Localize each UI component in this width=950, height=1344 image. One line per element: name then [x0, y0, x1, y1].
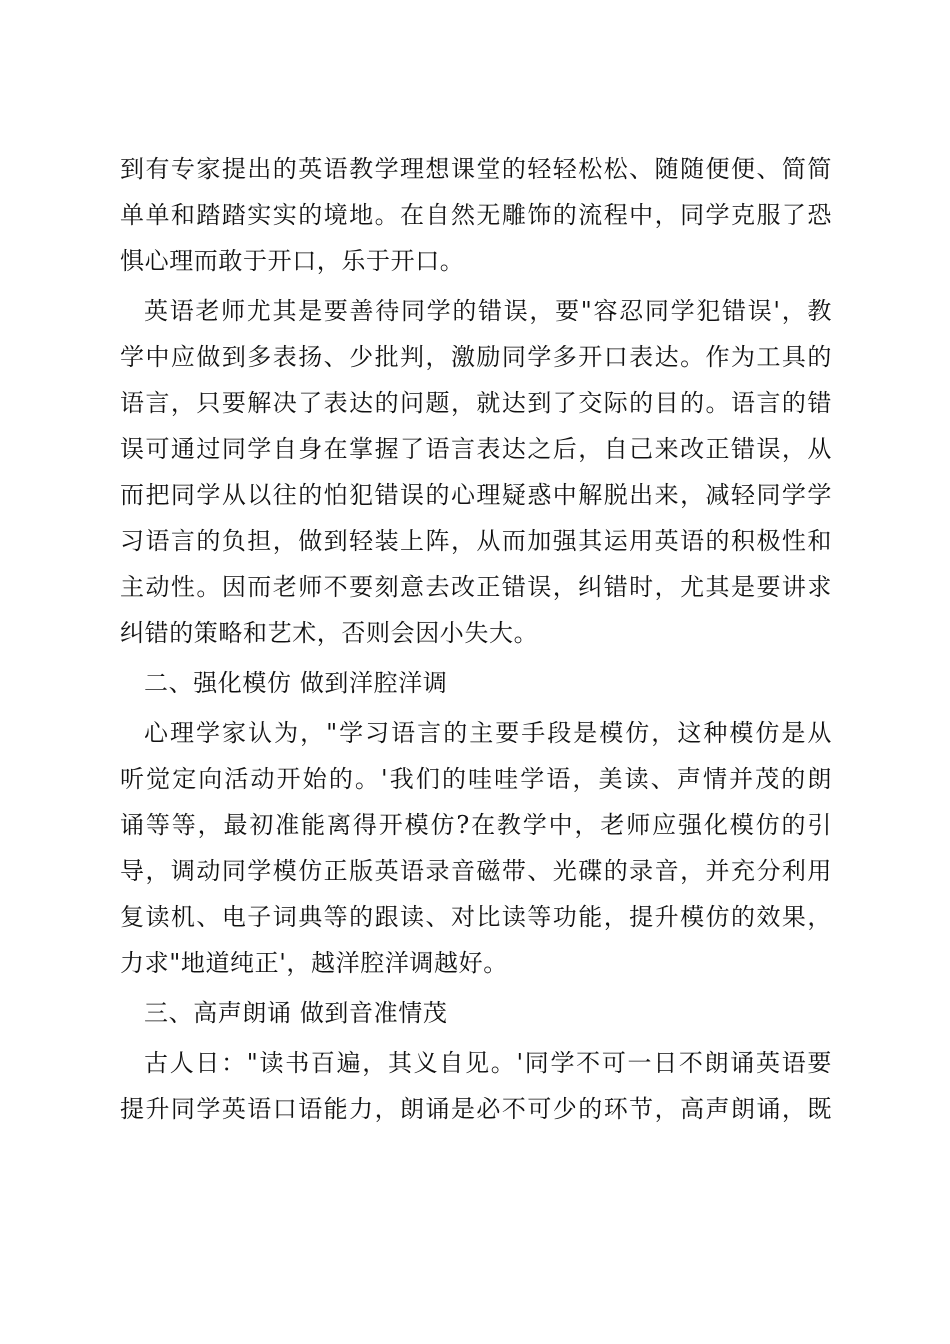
document-body [120, 146, 832, 1132]
text-line: 提升同学英语口语能力，朗诵是必不可少的环节，高声朗诵，既 [120, 1095, 832, 1123]
text-line: 力求"地道纯正'，越洋腔洋调越好。 [120, 949, 508, 977]
text-line: 主动性。因而老师不要刻意去改正错误，纠错时，尤其是要讲求 [120, 573, 832, 601]
text-line: 习语言的负担，做到轻装上阵，从而加强其运用英语的积极性和 [120, 527, 832, 555]
section-heading: 三、高声朗诵 做到音准情茂 [144, 999, 448, 1027]
text-line: 语言，只要解决了表达的问题，就达到了交际的目的。语言的错 [120, 389, 832, 417]
text-line: 惧心理而敢于开口，乐于开口。 [120, 247, 465, 275]
text-line: 心理学家认为，"学习语言的主要手段是模仿，这种模仿是从 [144, 719, 832, 747]
text-line: 误可通过同学自身在掌握了语言表达之后，自己来改正错误，从 [120, 435, 832, 463]
text-line: 到有专家提出的英语教学理想课堂的轻轻松松、随随便便、简简 [120, 155, 832, 183]
text-line: 而把同学从以往的怕犯错误的心理疑惑中解脱出来，减轻同学学 [120, 481, 832, 509]
text-line: 英语老师尤其是要善待同学的错误，要"容忍同学犯错误'，教 [144, 297, 832, 325]
text-line: 单单和踏踏实实的境地。在自然无雕饰的流程中，同学克服了恐 [120, 201, 832, 229]
text-line: 古人日："读书百遍，其义自见。'同学不可一日不朗诵英语要 [144, 1049, 832, 1077]
text-line: 学中应做到多表扬、少批判，激励同学多开口表达。作为工具的 [120, 343, 832, 371]
text-line: 听觉定向活动开始的。'我们的哇哇学语，美读、声情并茂的朗 [120, 765, 832, 793]
text-line: 纠错的策略和艺术，否则会因小失大。 [120, 619, 539, 647]
section-heading: 二、强化模仿 做到洋腔洋调 [144, 669, 448, 697]
text-line: 导，调动同学模仿正版英语录音磁带、光碟的录音，并充分利用 [120, 857, 832, 885]
text-line: 复读机、电子词典等的跟读、对比读等功能，提升模仿的效果， [120, 903, 832, 931]
text-line: 诵等等，最初准能离得开模仿?在教学中，老师应强化模仿的引 [120, 811, 832, 839]
